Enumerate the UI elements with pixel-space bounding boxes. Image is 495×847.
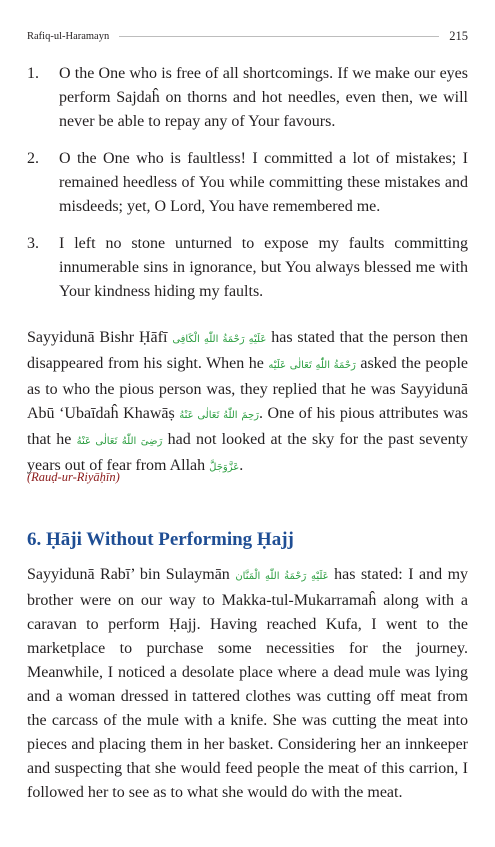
- narration-paragraph: [27, 326, 468, 480]
- text-segment: has stated that the person then disappeared from his sight. When he: [27, 329, 469, 372]
- text-segment: .: [239, 457, 244, 474]
- reference-citation: (Rauḍ-ur-Riyāḥīn): [27, 470, 120, 484]
- list-item-text: O the One who is free of all shortcomings. If we make our eyes perform Sajdaĥ on thorns and hot needles, even then, we will never be able to repay any of Your favours.: [59, 65, 468, 130]
- list-item: [27, 147, 468, 219]
- book-title: Rafiq-ul-Haramayn: [27, 30, 110, 42]
- arabic-honorific: عَزَّوَجَلَّ: [209, 462, 240, 473]
- text-segment: Sayyidunā Bishr Ḥāfī: [27, 329, 168, 346]
- list-item-number: 3.: [27, 235, 39, 252]
- text-segment: Sayyidunā Rabī’ bin Sulaymān: [27, 566, 230, 583]
- header-rule: [119, 36, 439, 37]
- section-heading: 6. Ḥāji Without Performing Ḥajj: [27, 529, 294, 550]
- text-segment: has stated: I and my brother were on our way to Makka-tul-Mukarramaĥ along with a caravan to perform Ḥajj. Having reached Kufa, I went to the marketplace to purchase some necessities for the journey. Meanwhile, I noticed a desolate place where a dead mule was lying and a woman dressed in tattered clothes was cutting off meat from the carcass of the mule with a knife. She was cutting the meat into pieces and placing them in her basket. Considering her an innkeeper and suspecting that she would feed people the meat of this carrion, I followed her to see as to what she would do with the meat.: [27, 566, 469, 801]
- story-paragraph: [27, 563, 468, 805]
- supplication-list: [27, 62, 468, 317]
- text-segment: . One of his pious attributes was that he: [27, 405, 469, 448]
- arabic-honorific: رَضِیَ اللّٰهُ تَعَالٰی عَنْهُ: [76, 436, 163, 447]
- list-item-text: I left no stone unturned to expose my faults committing innumerable sins in ignorance, but You always blessed me with Your kindness hiding my faults.: [59, 235, 468, 300]
- text-segment: asked the people as to who the pious person was, they replied that he was Sayyidunā Abū ‘Ubaīdaĥ Khawāṣ: [27, 355, 468, 422]
- list-item-number: 2.: [27, 150, 39, 167]
- page-number: 215: [449, 28, 468, 43]
- arabic-honorific: رَحْمَةُ اللّٰهِ تَعَالٰی عَلَيْه: [268, 360, 356, 371]
- arabic-honorific: عَلَيْهِ رَحْمَةُ اللّٰهِ الْمَنَّان: [235, 571, 329, 582]
- arabic-honorific: عَلَيْهِ رَحْمَةُ اللّٰهِ الْكَافِی: [172, 334, 267, 345]
- list-item-number: 1.: [27, 65, 39, 82]
- text-segment: had not looked at the sky for the past seventy years out of fear from Allah: [27, 431, 469, 474]
- list-item-text: O the One who is faultless! I committed a lot of mistakes; I remained heedless of You while committing these mistakes and misdeeds; yet, O Lord, You have remembered me.: [59, 150, 468, 215]
- arabic-honorific: رَحِمَ اللّٰهُ تَعَالٰی عَنْهُ: [179, 410, 259, 421]
- list-item: [27, 62, 468, 134]
- running-header: [27, 27, 468, 45]
- list-item: [27, 232, 468, 304]
